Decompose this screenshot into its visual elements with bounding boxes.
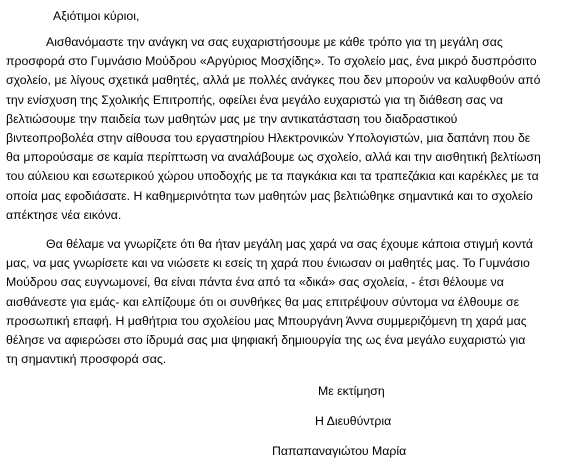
paragraph-line: Μούδρου σας ευγνωμονεί, θα είναι πάντα ένα από τα «δικά» σας σχολεία, - έτσι θέλουμε να <box>6 275 504 290</box>
paragraph-line: προσφορά στο Γυμνάσιο Μούδρου «Αργύριος Μοσχίδης». Το σχολείο μας, ένα μικρό δυσπρόσιτο <box>6 54 537 69</box>
paragraph-line: απέκτησε νέα εικόνα. <box>6 207 122 222</box>
paragraph-line: τη σημαντική προσφορά σας. <box>6 352 167 367</box>
paragraph-line: βιντεοπροβολέα στην αίθουσα του εργαστηρίου Ηλεκτρονικών Υπολογιστών, μια δαπάνη που δε <box>6 130 531 145</box>
letter-paragraph-1 <box>6 33 560 225</box>
paragraph-line: αισθάνεστε για εμάς- και ελπίζουμε ότι οι συνθήκες θα μας επιτρέψουν σύντομα να έλθουμε σε <box>6 294 520 309</box>
paragraph-line: Αισθανόμαστε την ανάγκη να σας ευχαριστήσουμε με κάθε τρόπο για τη μεγάλη σας <box>46 35 503 49</box>
letter-greeting: Αξιότιμοι κύριοι, <box>53 9 140 23</box>
letter-paragraph-2 <box>6 235 560 369</box>
paragraph-line: οποία μας εφοδιάσατε. Η καθημερινότητα των μαθητών μας βελτιώθηκε σημαντικά και το σχολείο <box>6 188 533 203</box>
paragraph-line: Θα θέλαμε να γνωρίζετε ότι θα ήταν μεγάλη μας χαρά να σας έχουμε κάποια στιγμή κοντά <box>46 237 534 251</box>
paragraph-line: την ενίσχυση της Σχολικής Επιτροπής, οφείλει ένα μεγάλο ευχαριστώ για τη διάθεση σας να <box>6 92 503 107</box>
paragraph-line: θα μπορούσαμε σε καμία περίπτωση να αναλάβουμε ως σχολείο, αλλά και την αισθητική βελτίωση <box>6 150 541 165</box>
paragraph-line: μας, να μας γνωρίσετε και να νιώσετε κι εσείς τη χαρά που ένιωσαν οι μαθητές μας. Το Γυμνάσιο <box>6 256 530 271</box>
signature-closing: Με εκτίμηση <box>318 384 385 398</box>
paragraph-line: βελτιώσουμε την παιδεία των μαθητών μας με την αντικατάσταση του διαδραστικού <box>6 111 458 126</box>
paragraph-line: του αύλειου και εσωτερικού χώρου υποδοχής με τα παγκάκια και τα τραπεζάκια και καρέκλες με τα <box>6 169 539 184</box>
paragraph-line: σχολείο, με λίγους σχετικά μαθητές, αλλά με πολλές ανάγκες που δεν μπορούν να καλυφθούν από <box>6 73 541 88</box>
paragraph-line: προσωπική επαφή. Η μαθήτρια του σχολείου μας Μπουργάνη Άννα συμμεριζόμενη τη χαρά μας <box>6 313 527 328</box>
signature-title: Η Διευθύντρια <box>315 414 392 428</box>
paragraph-line: θέλησε να αφιερώσει στο ίδρυμά σας μια ψηφιακή δημιουργία της ως ένα μεγάλο ευχαριστώ για <box>6 332 526 347</box>
signature-name: Παπαπαναγιώτου Μαρία <box>272 444 407 458</box>
